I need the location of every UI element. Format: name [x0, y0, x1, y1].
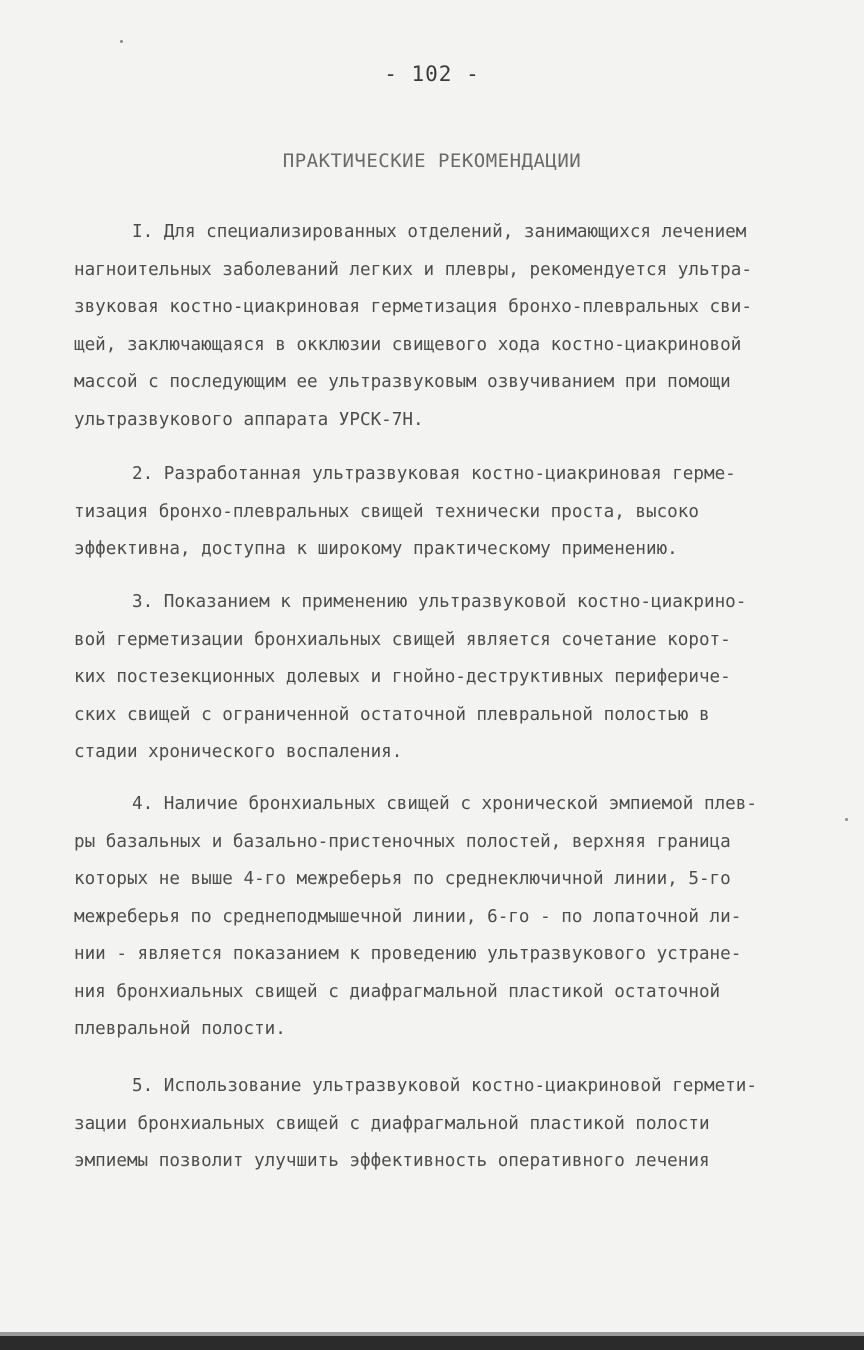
recommendation-1: [74, 214, 834, 439]
scan-speck: [120, 40, 123, 43]
text-line: нагноительных заболеваний легких и плевры, рекомендуется ультра-: [74, 259, 752, 280]
text-line: ских свищей с ограниченной остаточной плевральной полостью в: [74, 704, 710, 725]
page-number: - 102 -: [384, 62, 480, 86]
text-line: ультразвукового аппарата УРСК-7Н.: [74, 409, 424, 430]
recommendation-4: [74, 786, 834, 1049]
text-line: вой герметизации бронхиальных свищей является сочетание корот-: [74, 629, 731, 650]
text-line: эффективна, доступна к широкому практическому применению.: [74, 539, 678, 559]
text-line: щей, заключающаяся в окклюзии свищевого хода костно-циакриновой: [74, 334, 742, 355]
section-title: ПРАКТИЧЕСКИЕ РЕКОМЕНДАЦИИ: [282, 150, 582, 172]
text-line: которых не выше 4-го межреберья по среднеключичной линии, 5-го: [74, 869, 731, 889]
scan-speck: [845, 818, 848, 821]
text-line: ких постезекционных долевых и гнойно-деструктивных перифериче-: [74, 667, 731, 687]
text-line: ния бронхиальных свищей с диафрагмальной пластикой остаточной: [74, 981, 721, 1002]
recommendation-3: [74, 584, 834, 772]
text-line: тизация бронхо-плевральных свищей технически проста, высоко: [74, 501, 699, 522]
text-line: массой с последующим ее ультразвуковым озвучиванием при помощи: [74, 372, 731, 392]
text-line: звуковая костно-циакриновая герметизация бронхо-плевральных сви-: [74, 297, 752, 317]
text-line: эмпиемы позволит улучшить эффективность оперативного лечения: [74, 1151, 710, 1171]
text-line: межреберья по среднеподмышечной линии, 6-го - по лопаточной ли-: [74, 906, 742, 927]
text-line: ры базальных и базально-пристеночных полостей, верхняя граница: [74, 831, 731, 852]
text-line: 2. Разработанная ультразвуковая костно-циакриновая герме-: [132, 464, 736, 484]
text-line: плевральной полости.: [74, 1019, 286, 1039]
recommendation-2: [74, 456, 834, 569]
recommendation-5: [74, 1068, 834, 1181]
text-line: 4. Наличие бронхиальных свищей с хронической эмпиемой плев-: [132, 794, 757, 814]
text-line: нии - является показанием к проведению ультразвукового устране-: [74, 944, 742, 964]
text-line: I. Для специализированных отделений, занимающихся лечением: [132, 222, 747, 242]
text-line: стадии хронического воспаления.: [74, 742, 403, 762]
scan-edge: [0, 1336, 864, 1350]
text-line: зации бронхиальных свищей с диафрагмальной пластикой полости: [74, 1113, 710, 1134]
text-line: 3. Показанием к применению ультразвуковой костно-циакрино-: [132, 592, 747, 612]
text-line: 5. Использование ультразвуковой костно-циакриновой гермети-: [132, 1076, 757, 1096]
